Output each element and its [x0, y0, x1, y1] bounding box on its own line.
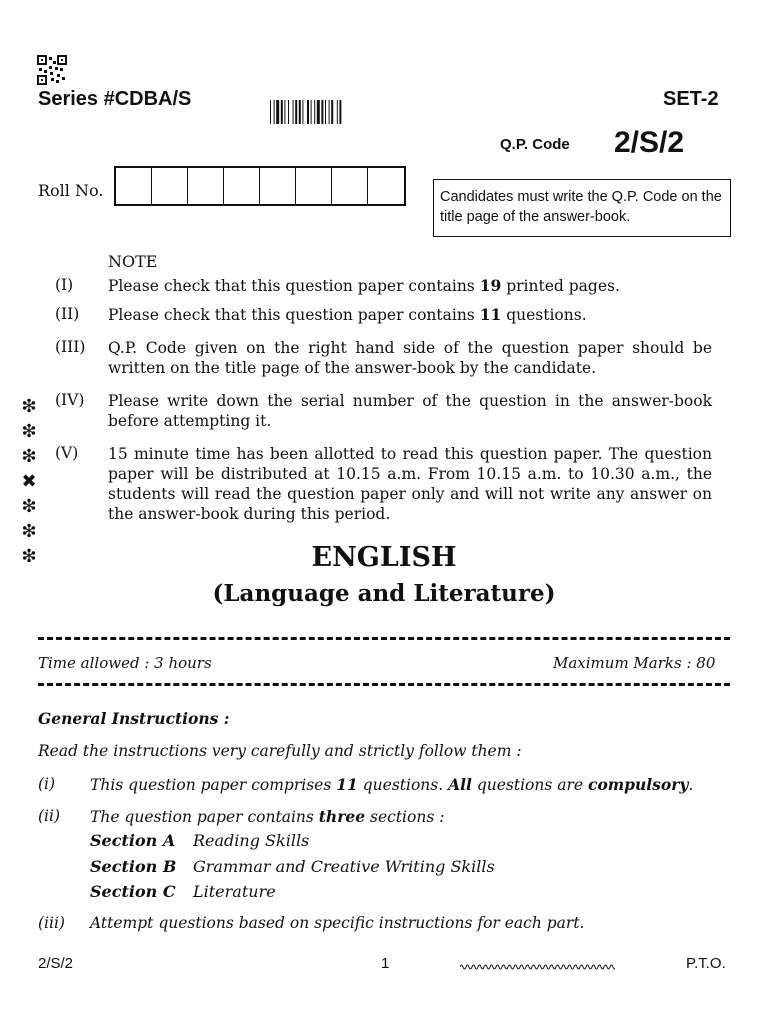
section-name: Section C — [90, 882, 176, 901]
barcode-bar — [288, 100, 289, 124]
barcode-bar — [293, 100, 294, 124]
roll-number-boxes — [114, 166, 406, 206]
note-item-text: Q.P. Code given on the right hand side of the question paper should be written on the title page of the answer-book by the candidate. — [108, 339, 712, 377]
section-description: Literature — [193, 882, 276, 901]
series-label: Series #CDBA/S — [38, 88, 192, 110]
note-item-text: Please check that this question paper contains 19 printed pages. — [108, 276, 620, 295]
flower-icon: ❇ — [21, 496, 37, 517]
flower-icon: ❇ — [21, 521, 37, 542]
divider — [38, 683, 730, 686]
wave-line-icon — [460, 957, 615, 967]
roll-digit-box — [224, 168, 260, 204]
qr-code-icon — [37, 55, 67, 85]
barcode-bar — [295, 100, 297, 124]
barcode-bar — [281, 100, 283, 124]
barcode-bar — [317, 100, 320, 124]
qp-code-value: 2/S/2 — [614, 126, 685, 159]
qp-code-label: Q.P. Code — [500, 136, 570, 153]
barcode-icon — [270, 100, 380, 124]
note-item-number: (III) — [55, 338, 86, 356]
instruction-number: (ii) — [38, 807, 61, 825]
instruction-number: (iii) — [38, 914, 65, 932]
note-item-text: Please check that this question paper contains 11 questions. — [108, 305, 587, 324]
barcode-bar — [270, 100, 271, 124]
general-instructions-intro: Read the instructions very carefully and strictly follow them : — [38, 742, 522, 760]
maximum-marks: Maximum Marks : 80 — [553, 654, 716, 672]
section-description: Grammar and Creative Writing Skills — [193, 857, 495, 876]
barcode-bar — [307, 100, 309, 124]
page-subtitle: (Language and Literature) — [212, 580, 556, 607]
roll-digit-box — [296, 168, 332, 204]
barcode-bar — [311, 100, 312, 124]
roll-digit-box — [260, 168, 296, 204]
section-name: Section B — [90, 857, 177, 876]
roll-digit-box — [152, 168, 188, 204]
general-instructions-title: General Instructions : — [38, 709, 230, 728]
note-item-text: Please write down the serial number of the question in the answer-book before attempting it. — [108, 392, 712, 430]
instruction-text: This question paper comprises 11 questions. All questions are compulsory. — [90, 775, 694, 794]
candidate-note-box: Candidates must write the Q.P. Code on the title page of the answer-book. — [433, 179, 731, 237]
barcode-bar — [276, 100, 279, 124]
instruction-text: Attempt questions based on specific instructions for each part. — [90, 914, 585, 932]
page-number: 1 — [381, 955, 390, 972]
note-title: NOTE — [108, 252, 158, 271]
instruction-text: The question paper contains three sections : — [90, 807, 445, 826]
pto-label: P.T.O. — [686, 955, 726, 972]
barcode-bar — [329, 100, 330, 124]
barcode-bar — [284, 100, 285, 124]
flower-icon: ❇ — [21, 446, 37, 467]
flower-icon: ❇ — [21, 546, 37, 567]
barcode-bar — [337, 100, 338, 124]
section-name: Section A — [90, 831, 176, 850]
roll-digit-box — [188, 168, 224, 204]
note-item-number: (I) — [55, 276, 74, 294]
page-title: ENGLISH — [311, 542, 457, 573]
barcode-bar — [325, 100, 326, 124]
footer-code: 2/S/2 — [38, 955, 74, 972]
time-allowed: Time allowed : 3 hours — [38, 654, 212, 672]
divider — [38, 637, 730, 640]
roll-number-label: Roll No. — [38, 181, 104, 200]
barcode-bar — [299, 100, 301, 124]
roll-digit-box — [332, 168, 368, 204]
note-item-number: (II) — [55, 305, 80, 323]
barcode-bar — [314, 100, 315, 124]
flower-icon: ❇ — [21, 396, 37, 417]
cross-icon: ✖ — [21, 471, 37, 492]
instruction-number: (i) — [38, 775, 56, 793]
set-label: SET-2 — [663, 88, 719, 110]
wave-path — [460, 965, 615, 969]
barcode-bar — [321, 100, 323, 124]
barcode-bar — [274, 100, 275, 124]
section-description: Reading Skills — [193, 831, 310, 850]
note-item-number: (V) — [55, 444, 79, 462]
barcode-bar — [331, 100, 333, 124]
note-item-text: 15 minute time has been allotted to read this question paper. The question paper will be distributed at 10.15 a.m. From 10.15 a.m. to 10.30 a.m., the students will read the question paper only and will not write any answer on the answer-book during this period. — [108, 445, 712, 523]
barcode-bar — [302, 100, 303, 124]
roll-digit-box — [116, 168, 152, 204]
barcode-bar — [339, 100, 341, 124]
roll-digit-box — [368, 168, 404, 204]
note-item-number: (IV) — [55, 391, 85, 409]
flower-icon: ❇ — [21, 421, 37, 442]
